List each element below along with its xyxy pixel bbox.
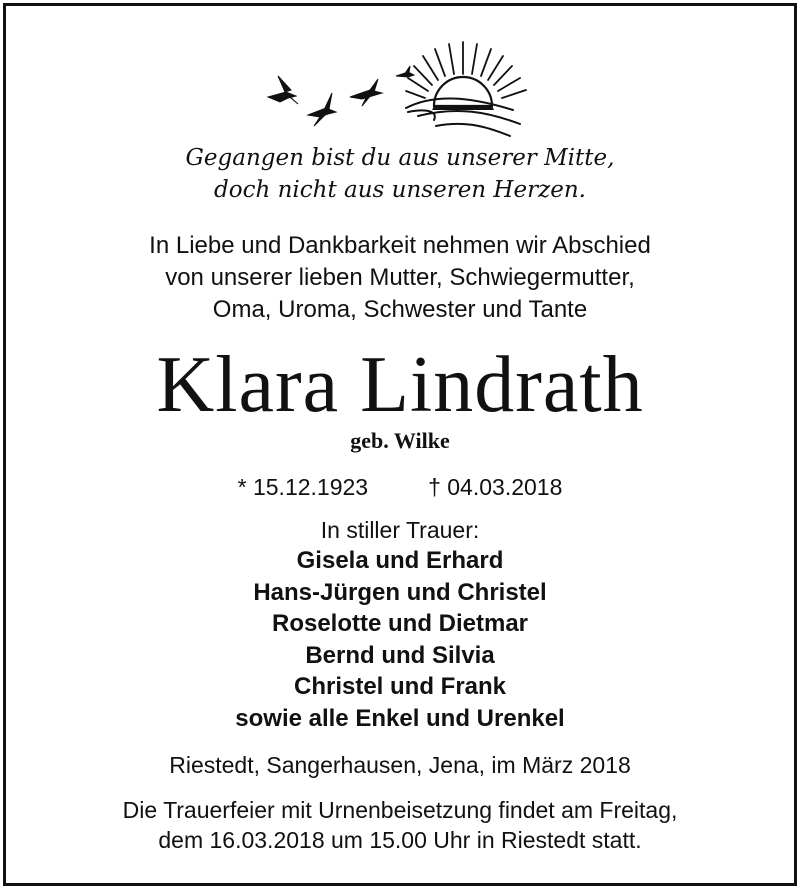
mourner-entry: Christel und Frank xyxy=(293,673,507,700)
intro-line: Oma, Uroma, Schwester und Tante xyxy=(212,296,588,323)
life-dates xyxy=(0,472,800,502)
mourner-entry: Roselotte und Dietmar xyxy=(271,610,529,637)
mourner-entry: Bernd und Silvia xyxy=(305,641,495,669)
notice-line: dem 16.03.2018 um 15.00 Uhr in Riestedt statt. xyxy=(158,827,642,853)
place-and-date: Riestedt, Sangerhausen, Jena, im März 2018 xyxy=(169,752,631,778)
maiden-name: geb. Wilke xyxy=(350,428,450,453)
intro-line: In Liebe und Dankbarkeit nehmen wir Abschied xyxy=(149,232,651,259)
birds-and-sunset-icon xyxy=(258,36,538,141)
death-date: † 04.03.2018 xyxy=(428,474,563,500)
memorial-quote xyxy=(0,142,800,206)
mourner-entry: Gisela und Erhard xyxy=(296,547,504,574)
notice-line: Die Trauerfeier mit Urnenbeisetzung findet am Freitag, xyxy=(122,797,678,823)
farewell-intro xyxy=(0,230,800,326)
intro-line: von unserer lieben Mutter, Schwiegermutter, xyxy=(165,264,635,291)
mourner-entry: sowie alle Enkel und Urenkel xyxy=(235,704,565,732)
mourners-list xyxy=(0,545,800,734)
funeral-notice xyxy=(0,795,800,855)
mourner-entry: Hans-Jürgen und Christel xyxy=(253,578,547,606)
quote-line: Gegangen bist du aus unserer Mitte, xyxy=(185,145,615,171)
birth-date: * 15.12.1923 xyxy=(237,474,369,500)
quote-line: doch nicht aus unseren Herzen. xyxy=(214,177,586,203)
mourning-heading: In stiller Trauer: xyxy=(320,517,480,543)
deceased-name: Klara Lindrath xyxy=(156,341,644,429)
